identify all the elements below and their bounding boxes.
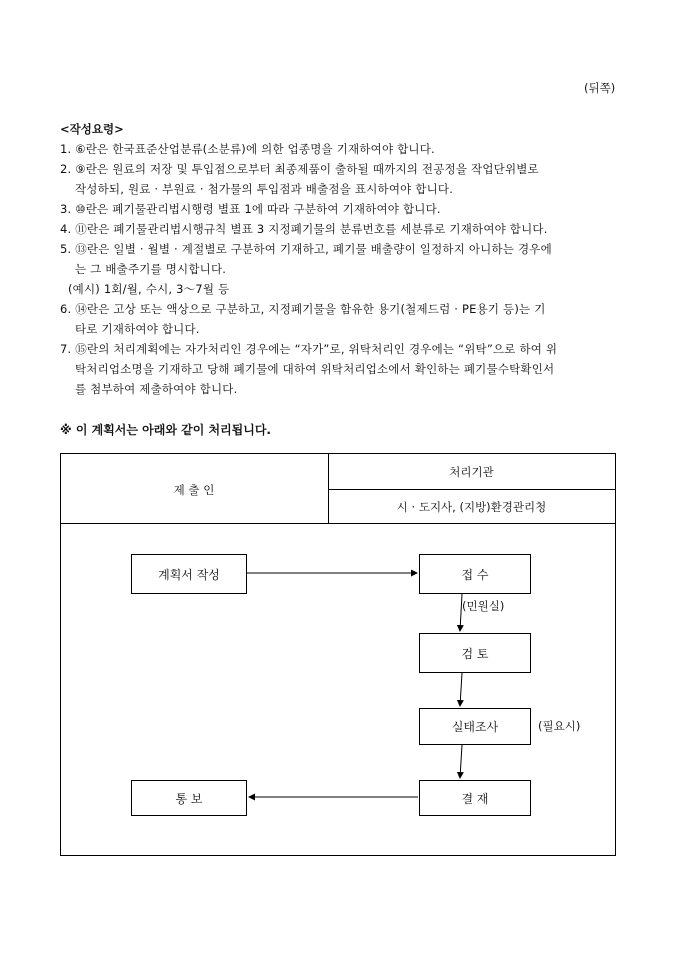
guide-line: 4. ⑪란은 폐기물관리법시행규칙 별표 3 지정폐기물의 분류번호를 세분류로 기재하여야 합니다. (60, 222, 548, 236)
guide-line: 를 첨부하여 제출하여야 합니다. (75, 382, 238, 396)
guide-line: 5. ⑬란은 일별 · 월별 · 계절별로 구분하여 기재하고, 폐기물 배출량이 일정하지 아니하는 경우에 (60, 242, 552, 256)
guide-title: <작성요령> (60, 122, 124, 136)
agency-detail: 시 · 도지사, (지방)환경관리청 (396, 500, 547, 514)
guide-line: 작성하되, 원료 · 부원료 · 첨가물의 투입점과 배출점을 표시하여야 합니다. (75, 182, 454, 196)
guide-line: 6. ⑭란은 고상 또는 액상으로 구분하고, 지정폐기물을 함유한 용기(철제드럼 · PE용기 등)는 기 (60, 302, 546, 316)
agency-header: 처리기관 (449, 465, 494, 479)
back-side-label: (뒤쪽) (584, 81, 616, 95)
step-notify: 통 보 (131, 780, 247, 816)
step-write-plan: 계획서 작성 (131, 554, 247, 594)
receive-note: (민원실) (462, 599, 505, 613)
arrow-review-inspect (460, 673, 462, 706)
guide-line: 3. ⑩란은 폐기물관리법시행령 별표 1에 따라 구분하여 기재하여야 합니다. (60, 202, 441, 216)
guide-line: 탁처리업소명을 기재하고 당해 폐기물에 대하여 위탁처리업소에서 확인하는 폐기물수탁확인서 (75, 362, 555, 376)
submitter-header: 제 출 인 (173, 483, 215, 497)
guide-line: 1. ⑥란은 한국표준산업분류(소분류)에 의한 업종명을 기재하여야 합니다. (60, 142, 435, 156)
guide-line: 타로 기재하여야 합니다. (75, 322, 200, 336)
step-review: 검 토 (419, 633, 531, 673)
step-approve: 결 재 (419, 780, 531, 816)
guide-line: 는 그 배출주기를 명시합니다. (75, 262, 227, 276)
step-receive: 접 수 (419, 554, 531, 594)
guide-example: (예시) 1회/월, 수시, 3～7월 등 (68, 282, 230, 296)
inspect-note: (필요시) (538, 719, 581, 733)
guide-line: 7. ⑮란의 처리계획에는 자가처리인 경우에는 “자가”로, 위탁처리인 경우에는 “위탁”으로 하여 위 (60, 342, 558, 356)
step-inspect: 실태조사 (419, 708, 531, 745)
arrow-inspect-approve (460, 745, 462, 778)
guide-line: 2. ⑨란은 원료의 저장 및 투입점으로부터 최종제품이 출하될 때까지의 전공정을 작업단위별로 (60, 162, 539, 176)
process-note: ※ 이 계획서는 아래와 같이 처리됩니다. (60, 423, 271, 437)
